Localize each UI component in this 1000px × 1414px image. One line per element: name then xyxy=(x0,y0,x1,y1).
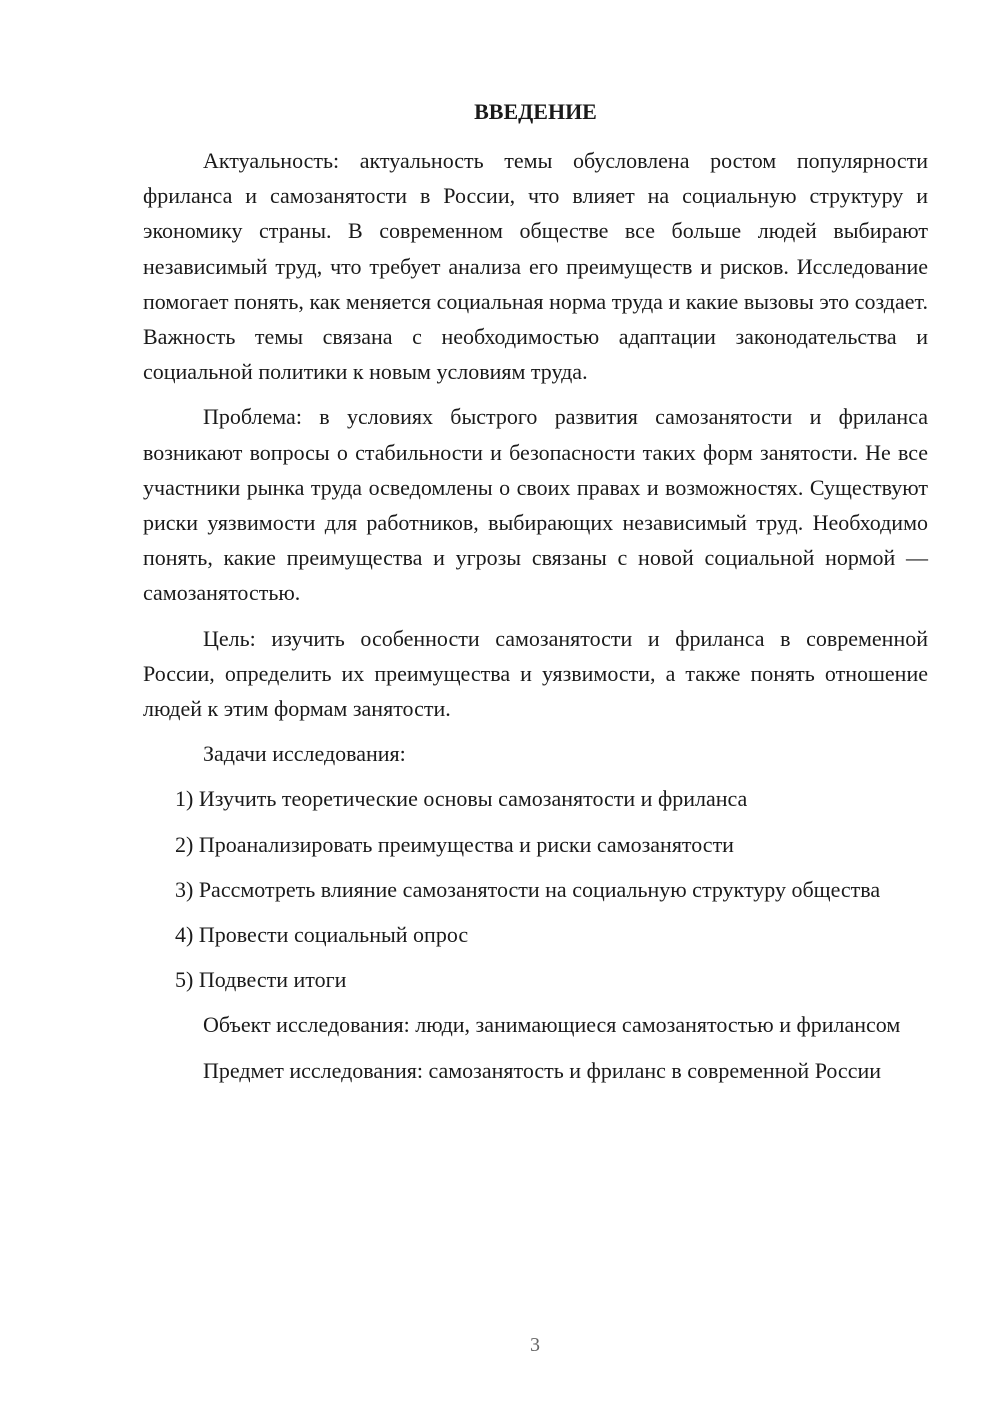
section-heading: ВВЕДЕНИЕ xyxy=(474,99,597,124)
goal-paragraph: Цель: изучить особенности самозанятости и фриланса в современной России, определить их преимущества и уязвимости, а также понять отношение людей к этим формам занятости. xyxy=(143,625,928,722)
page-number: 3 xyxy=(530,1334,540,1356)
task-item: 1) Изучить теоретические основы самозанятости и фриланса xyxy=(175,786,748,812)
object-paragraph: Объект исследования: люди, занимающиеся самозанятостью и фрилансом xyxy=(203,1012,901,1038)
subject-paragraph: Предмет исследования: самозанятость и фриланс в современной России xyxy=(203,1057,882,1083)
task-item: 4) Провести социальный опрос xyxy=(175,922,469,948)
problem-paragraph: Проблема: в условиях быстрого развития самозанятости и фриланса возникают вопросы о стабильности и безопасности таких форм занятости. Не все участники рынка труда осведомлены о своих правах и возможностях. Существуют риски уязвимости для работников, выбирающих независимый труд. Необходимо понять, какие преимущества и угрозы связаны с новой социальной нормой — самозанятостью. xyxy=(143,404,928,606)
tasks-heading: Задачи исследования: xyxy=(203,741,406,767)
relevance-paragraph: Актуальность: актуальность темы обусловлена ростом популярности фриланса и самозанятости в России, что влияет на социальную структуру и экономику страны. В современном обществе все больше людей выбирают независимый труд, что требует анализа его преимуществ и рисков. Исследование помогает понять, как меняется социальная норма труда и какие вызовы это создает. Важность темы связана с необходимостью адаптации законодательства и социальной политики к новым условиям труда. xyxy=(143,148,928,385)
task-item: 3) Рассмотреть влияние самозанятости на социальную структуру общества xyxy=(175,876,881,902)
task-item: 5) Подвести итоги xyxy=(175,967,347,993)
page-content xyxy=(143,94,928,1098)
task-item: 2) Проанализировать преимущества и риски самозанятости xyxy=(175,831,734,857)
